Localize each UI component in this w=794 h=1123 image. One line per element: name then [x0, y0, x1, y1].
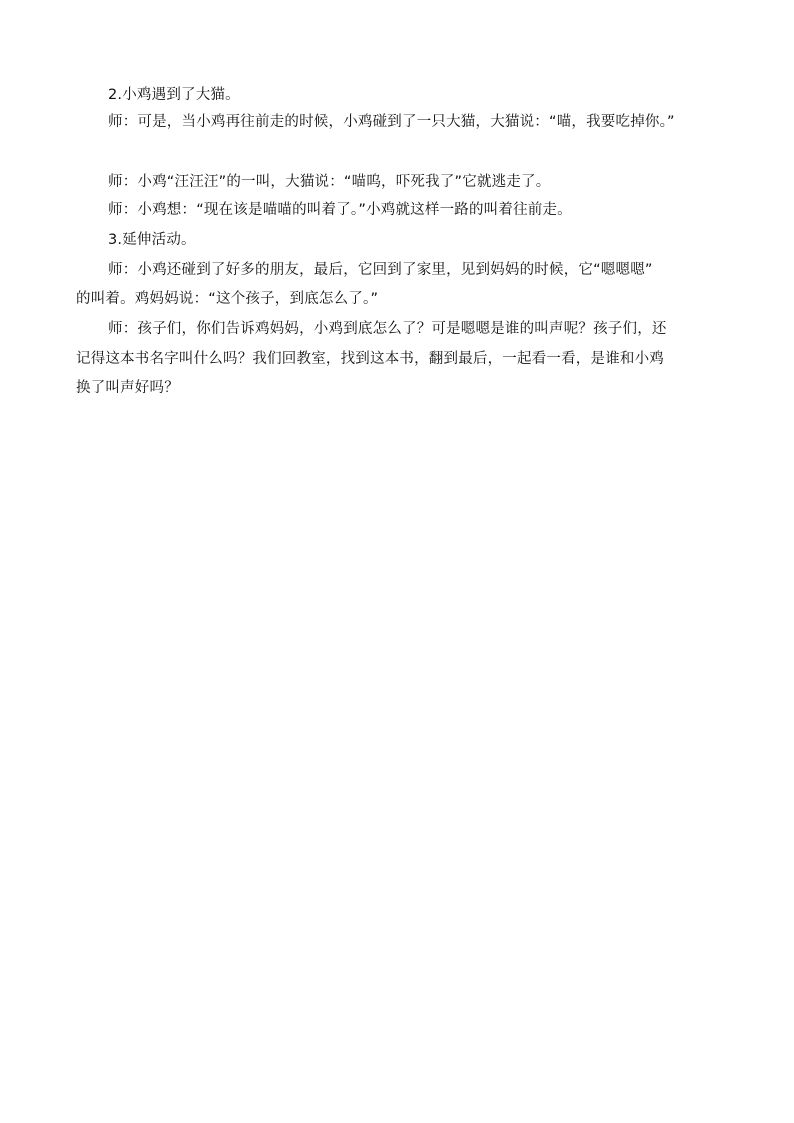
paragraph-line: 换了叫声好吗？ — [76, 380, 179, 396]
section-heading-3: 3.延伸活动。 — [108, 232, 196, 248]
paragraph-line: 师：小鸡“汪汪汪”的一叫，大猫说：“喵呜，吓死我了”它就逃走了。 — [108, 174, 551, 190]
section-heading-2: 2.小鸡遇到了大猫。 — [108, 87, 240, 103]
paragraph-line: 师：可是，当小鸡再往前走的时候，小鸡碰到了一只大猫，大猫说：“喵，我要吃掉你。” — [108, 114, 675, 130]
paragraph-line: 的叫着。鸡妈妈说：“这个孩子，到底怎么了。” — [76, 291, 379, 307]
paragraph-line: 师：小鸡想：“现在该是喵喵的叫着了。”小鸡就这样一路的叫着往前走。 — [108, 202, 572, 218]
paragraph-line: 记得这本书名字叫什么吗？我们回教室，找到这本书，翻到最后，一起看一看，是谁和小鸡 — [76, 351, 664, 367]
paragraph-line: 师：孩子们，你们告诉鸡妈妈，小鸡到底怎么了？可是嗯嗯是谁的叫声呢？孩子们，还 — [108, 321, 667, 337]
paragraph-line: 师：小鸡还碰到了好多的朋友，最后，它回到了家里，见到妈妈的时候，它“嗯嗯嗯” — [108, 262, 653, 278]
